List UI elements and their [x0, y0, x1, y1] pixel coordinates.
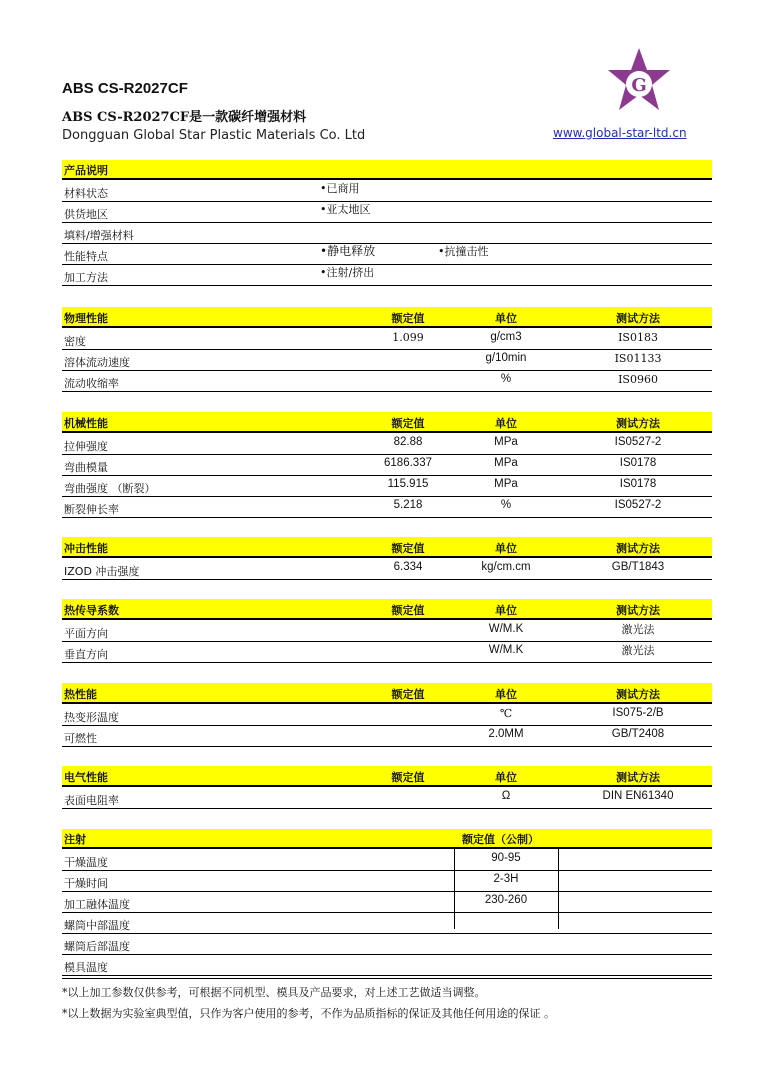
impact-heading: 冲击性能: [64, 542, 108, 555]
row-label: 弯曲模量: [64, 461, 108, 474]
col-rated: 额定值: [391, 688, 425, 701]
row-method: 激光法: [621, 623, 655, 636]
row-unit: g/cm3: [490, 331, 522, 343]
row-method: IS01133: [614, 352, 662, 365]
col-method: 测试方法: [616, 604, 660, 617]
row-unit: ℃: [499, 707, 513, 720]
row-value: 6186.337: [384, 457, 432, 469]
table-row: [62, 933, 712, 955]
row-label: 弯曲强度 （断裂）: [64, 482, 156, 495]
row-label: 干燥时间: [64, 877, 108, 890]
row-value: •已商用: [320, 182, 360, 195]
row-label: 加工融体温度: [64, 898, 130, 911]
table-row: [62, 954, 712, 976]
row-value: 6.334: [393, 561, 423, 573]
row-method: IS0178: [619, 478, 657, 490]
row-method: IS0183: [618, 331, 658, 344]
col-unit: 单位: [495, 312, 517, 325]
col-method: 测试方法: [616, 312, 660, 325]
physical-heading: 物理性能: [64, 312, 108, 325]
col-rated: 额定值: [391, 771, 425, 784]
row-value: •注射/挤出: [320, 266, 375, 279]
col-method: 测试方法: [616, 771, 660, 784]
row-label: 表面电阻率: [64, 794, 119, 807]
col-rated: 额定值: [391, 542, 425, 555]
col-unit: 单位: [495, 688, 517, 701]
col-method: 测试方法: [616, 688, 660, 701]
row-label: 热变形温度: [64, 711, 119, 724]
row-value: 90-95: [491, 852, 521, 864]
row-method: IS0527-2: [614, 436, 662, 448]
svg-text:G: G: [631, 75, 647, 96]
row-unit: MPa: [494, 457, 518, 469]
table-row: [62, 475, 712, 497]
row-unit: kg/cm.cm: [481, 561, 531, 573]
col-rated-metric: 额定值（公制）: [462, 833, 539, 846]
electrical-heading: 电气性能: [64, 771, 108, 784]
row-value: 2-3H: [493, 873, 519, 885]
table-row: [62, 912, 712, 934]
product-row: [62, 264, 712, 286]
row-value: 5.218: [393, 499, 423, 511]
row-unit: %: [500, 373, 512, 385]
row-label: 螺筒中部温度: [64, 919, 130, 932]
company-logo-icon: [606, 46, 672, 116]
row-unit: Ω: [501, 790, 511, 802]
row-label: 性能特点: [64, 250, 108, 263]
product-row: [62, 180, 712, 202]
row-label: 加工方法: [64, 271, 108, 284]
table-row: [62, 787, 712, 809]
thermal-conductivity-heading: 热传导系数: [64, 604, 119, 617]
col-unit: 单位: [495, 417, 517, 430]
col-rated: 额定值: [391, 417, 425, 430]
row-label: 拉伸强度: [64, 440, 108, 453]
row-label: IZOD 冲击强度: [64, 565, 140, 578]
table-row: [62, 891, 712, 913]
injection-section-header: [62, 829, 712, 847]
table-row: [62, 849, 712, 871]
product-row: [62, 201, 712, 223]
row-unit: g/10min: [485, 352, 527, 364]
document-subtitle: ABS CS-R2027CF是一款碳纤增强材料: [62, 110, 307, 125]
table-row: [62, 328, 712, 350]
row-label: 干燥温度: [64, 856, 108, 869]
row-unit: 2.0MM: [488, 728, 524, 740]
row-method: 激光法: [621, 644, 655, 657]
row-label: 密度: [64, 335, 86, 348]
table-row: [62, 496, 712, 518]
row-unit: MPa: [494, 436, 518, 448]
table-row: [62, 704, 712, 726]
website-link[interactable]: www.global-star-ltd.cn: [553, 126, 687, 140]
row-label: 可燃性: [64, 732, 97, 745]
col-rated: 额定值: [391, 312, 425, 325]
table-row: [62, 558, 712, 580]
row-label: 螺筒后部温度: [64, 940, 130, 953]
row-method: IS0178: [619, 457, 657, 469]
row-value: 82.88: [393, 436, 423, 448]
row-label: 垂直方向: [64, 648, 108, 661]
row-value: •亚太地区: [320, 203, 371, 216]
row-unit: %: [500, 499, 512, 511]
row-label: 平面方向: [64, 627, 108, 640]
col-unit: 单位: [495, 771, 517, 784]
product-section-header: [62, 160, 712, 178]
row-unit: W/M.K: [488, 623, 524, 635]
table-row: [62, 454, 712, 476]
row-label: 流动收缩率: [64, 377, 119, 390]
row-label: 模具温度: [64, 961, 108, 974]
row-label: 溶体流动速度: [64, 356, 130, 369]
document-title: ABS CS-R2027CF: [62, 80, 188, 97]
row-value: 115.915: [387, 478, 429, 490]
row-method: IS0527-2: [614, 499, 662, 511]
col-unit: 单位: [495, 542, 517, 555]
product-heading: 产品说明: [64, 164, 108, 177]
col-method: 测试方法: [616, 542, 660, 555]
row-label: 材料状态: [64, 187, 108, 200]
row-method: GB/T2408: [611, 728, 665, 740]
row-value: 1.099: [392, 331, 424, 344]
row-method: DIN EN61340: [602, 790, 674, 802]
row-label: 断裂伸长率: [64, 503, 119, 516]
row-method: IS075-2/B: [612, 707, 664, 719]
thermal-heading: 热性能: [64, 688, 97, 701]
injection-heading: 注射: [64, 833, 86, 846]
row-unit: MPa: [494, 478, 518, 490]
table-row: [62, 370, 712, 392]
table-row: [62, 870, 712, 892]
col-unit: 单位: [495, 604, 517, 617]
company-name: Dongguan Global Star Plastic Materials Co. Ltd: [62, 128, 366, 143]
table-row: [62, 433, 712, 455]
product-row: [62, 222, 712, 244]
table-row: [62, 349, 712, 371]
row-value: •静电释放: [320, 244, 376, 258]
row-unit: W/M.K: [488, 644, 524, 656]
col-rated: 额定值: [391, 604, 425, 617]
row-method: GB/T1843: [611, 561, 665, 573]
footnote: *以上加工参数仅供参考，可根据不同机型、模具及产品要求，对上述工艺做适当调整。: [62, 986, 486, 999]
row-label: 供货地区: [64, 208, 108, 221]
table-row: [62, 725, 712, 747]
row-label: 填料/增强材料: [64, 229, 134, 242]
row-value: 230-260: [484, 894, 528, 906]
col-method: 测试方法: [616, 417, 660, 430]
table-row: [62, 620, 712, 642]
product-row: [62, 243, 712, 265]
row-value: •抗撞击性: [438, 245, 489, 258]
footnote: *以上数据为实验室典型值，只作为客户使用的参考，不作为品质指标的保证及其他任何用途的保证 。: [62, 1007, 555, 1020]
table-row: [62, 641, 712, 663]
mechanical-heading: 机械性能: [64, 417, 108, 430]
row-method: IS0960: [618, 373, 658, 386]
